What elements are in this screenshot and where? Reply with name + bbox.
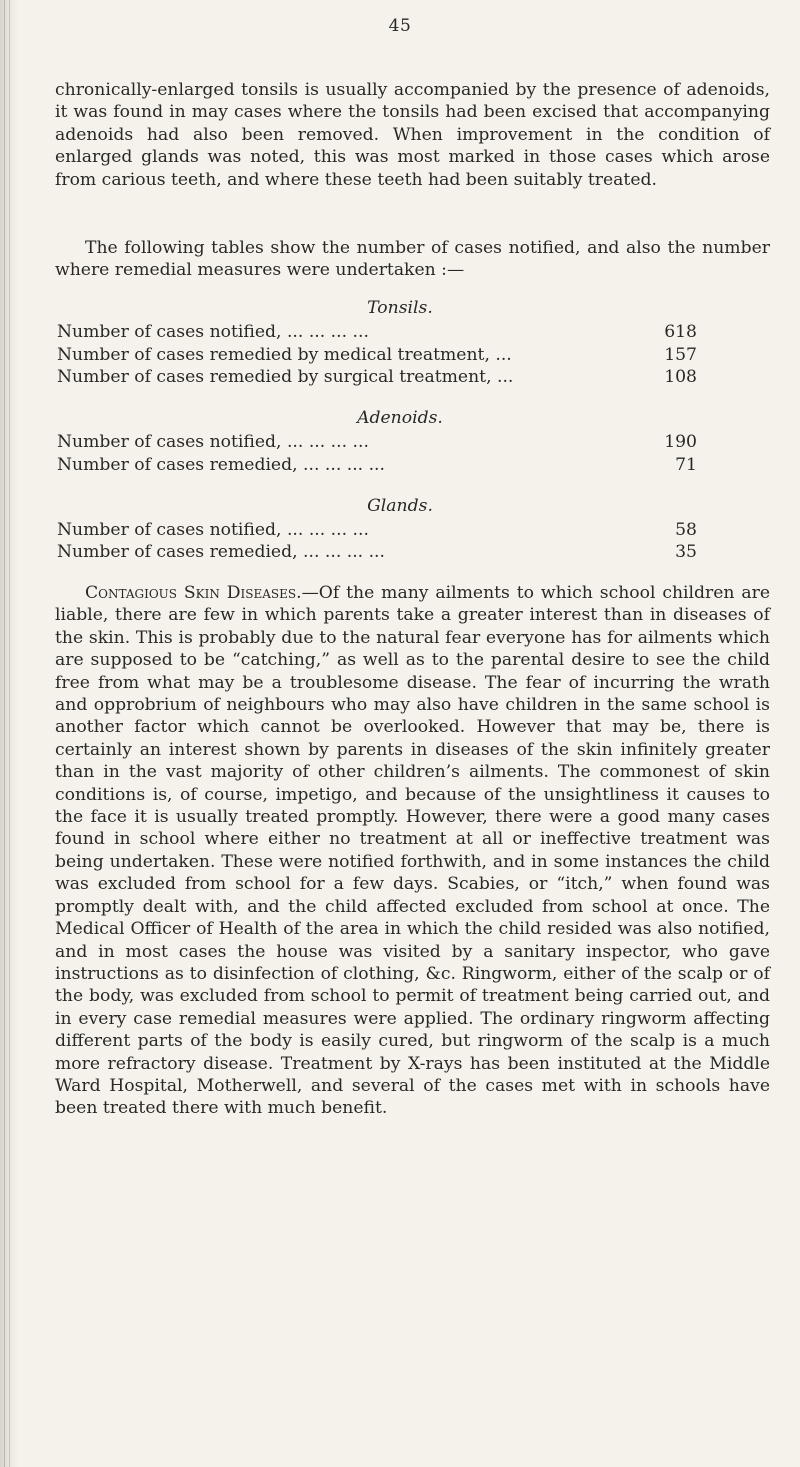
paragraph-text: The following tables show the number of cases notified, and also the number where remedial measures were undertaken :— xyxy=(55,238,770,281)
row-value: 58 xyxy=(675,520,697,540)
paragraph-text xyxy=(55,582,770,1120)
row-label: Number of cases remedied, ... ... ... ... xyxy=(57,455,385,475)
table-title-adenoids: Adenoids. xyxy=(357,408,443,428)
section-heading: Contagious Skin Diseases. xyxy=(85,583,302,603)
table-row xyxy=(57,366,697,388)
row-value: 157 xyxy=(664,345,697,365)
row-value: 35 xyxy=(675,542,697,562)
paragraph-continued xyxy=(55,79,770,191)
table-row xyxy=(57,454,697,476)
table-row xyxy=(57,431,697,453)
table-row xyxy=(57,519,697,541)
table-title-glands: Glands. xyxy=(367,496,433,516)
table-row xyxy=(57,321,697,343)
row-label: Number of cases notified, ... ... ... ... xyxy=(57,520,369,540)
paragraph-tables-intro xyxy=(55,237,770,282)
gutter-line xyxy=(4,0,5,1467)
row-label: Number of cases remedied, ... ... ... ... xyxy=(57,542,385,562)
row-value: 618 xyxy=(664,322,697,342)
paragraph-skin-diseases xyxy=(55,582,770,1120)
table-title-tonsils: Tonsils. xyxy=(367,298,433,318)
row-label: Number of cases notified, ... ... ... ... xyxy=(57,432,369,452)
paragraph-body: —Of the many ailments to which school children are liable, there are few in which parents take a greater interest than in diseases of the skin. This is probably due to the natural fear everyone has for ailments which are supposed to be “catching,” as well as to the parental desire to see the child free from what may be a troublesome disease. The fear of incurring the wrath and opprobrium of neighbours who may also have children in the same school is another factor which cannot be overlooked. However that may be, there is certainly an interest shown by parents in diseases of the skin infinitely greater than in the vast majority of other children’s ailments. The commonest of skin conditions is, of course, impetigo, and because of the unsightliness it causes to the face it is usually treated promptly. However, there were a good many cases found in school where either no treatment at all or ineffective treatment was being undertaken. These were notified forthwith, and in some instances the child was excluded from school for a few days. Scabies, or “itch,” when found was promptly dealt with, and the child affected excluded from school at once. The Medical Officer of Health of the area in which the child resided was also notified, and in most cases the house was visited by a sanitary inspector, who gave instructions as to disinfection of clothing, &c. Ringworm, either of the scalp or of the body, was excluded from school to permit of treatment being carried out, and in every case remedial measures were applied. The ordinary ringworm affecting different parts of the body is easily cured, but ringworm of the scalp is a much more refractory disease. Treatment by X-rays has been instituted at the Middle Ward Hospital, Motherwell, and several of the cases met with in schools have been treated there with much benefit. xyxy=(55,583,771,1119)
row-label: Number of cases notified, ... ... ... ... xyxy=(57,322,369,342)
gutter-line xyxy=(9,0,10,1467)
row-value: 108 xyxy=(664,367,697,387)
page-number: 45 xyxy=(388,16,412,36)
row-label: Number of cases remedied by surgical treatment, ... xyxy=(57,367,514,387)
row-value: 71 xyxy=(675,455,697,475)
table-row xyxy=(57,541,697,563)
row-label: Number of cases remedied by medical treatment, ... xyxy=(57,345,512,365)
paragraph-text: chronically-enlarged tonsils is usually accompanied by the presence of adenoids, it was found in may cases where the tonsils had been excised that accompanying adenoids had also been removed. When improvement in the condition of enlarged glands was noted, this was most marked in those cases which arose from carious teeth, and where these teeth had been suitably treated. xyxy=(55,80,770,190)
table-row xyxy=(57,344,697,366)
row-value: 190 xyxy=(664,432,697,452)
